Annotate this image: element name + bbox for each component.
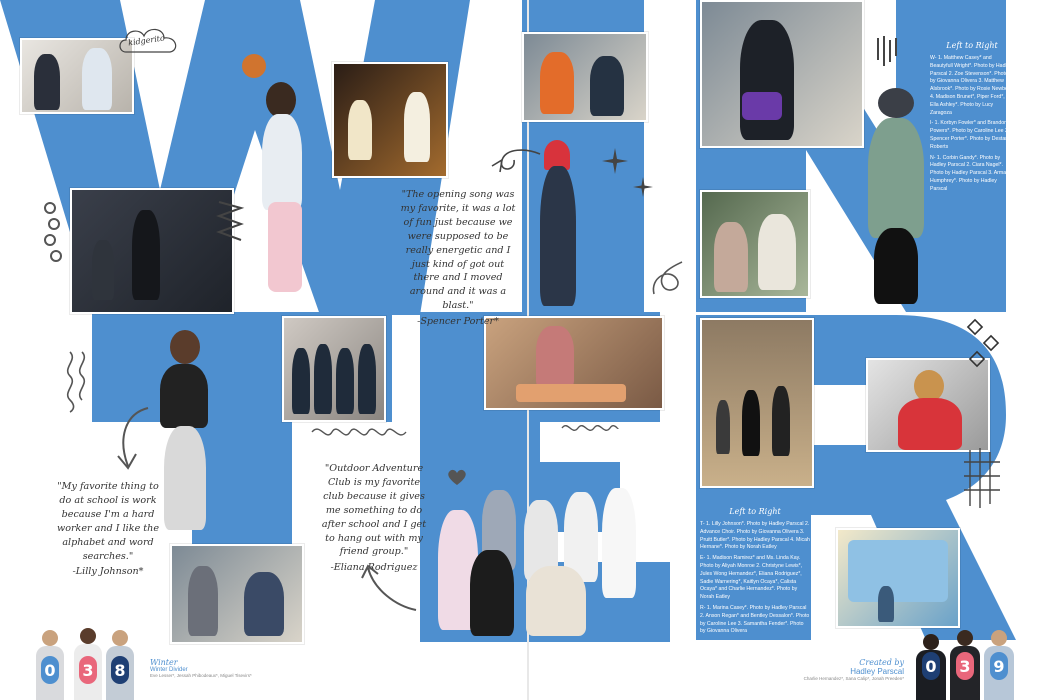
caption-i: I- 1. Korbyn Fowler* and Brandon Powers*. Photo by Caroline Lee 2. Spencer Porter*. Photo by Destan Roberts <box>930 120 1010 150</box>
photo-w-2 <box>240 52 322 302</box>
quote-eliana <box>318 462 430 575</box>
loop-line-icon <box>310 420 410 444</box>
diamond-pattern-icon <box>964 318 1004 374</box>
page-digit: 8 <box>111 656 129 684</box>
photo-w-3 <box>332 62 448 178</box>
quote-lilly-text: "My favorite thing to do at school is work because I'm a hard worker and I like the alphabet and word searches." <box>56 481 160 562</box>
swirl-icon <box>648 258 688 302</box>
photo-e-1 <box>484 316 664 410</box>
captions-ter <box>700 506 810 639</box>
cloud-sticker-text: kidgerito <box>127 33 166 48</box>
quote-lilly-author: -Lilly Johnson* <box>72 566 144 578</box>
page-digit: 0 <box>41 656 59 684</box>
photo-n-1 <box>700 0 864 148</box>
photo-n-2 <box>860 88 936 308</box>
footer-left-title: Winter <box>150 658 178 667</box>
caption-t: T- 1. Lilly Johnson*. Photo by Hadley Parscal 2. Advance Choir. Photo by Giovanna Olivera 3. Pruitt Butler*. Photo by Hadley Parscal 4. Micah Hernane*. Photo by Norah Eatley <box>700 521 810 551</box>
footer-right-title: Created by <box>859 658 904 667</box>
quote-spencer <box>400 188 516 329</box>
star-icon <box>600 146 630 176</box>
captions-ter-heading: Left to Right <box>729 507 781 516</box>
photo-r-1 <box>700 318 814 488</box>
captions-win <box>930 40 1014 197</box>
grid-scribble-icon <box>962 446 1002 510</box>
page-digit: 3 <box>79 656 97 684</box>
zigzag-icon <box>215 198 245 244</box>
page-digit: 0 <box>922 652 940 680</box>
quote-eliana-author: -Eliana Rodriguez <box>330 562 418 574</box>
caption-w: W- 1. Matthew Casey* and Beautyfull Wright*. Photo by Hadley Parscal 2. Zoe Stevenson*. Photo by Giovanna Olivera 3. Matthew Alsbrook*. Photo by Rosie Newberry 4. Madison Brunet*, Piper Ford*, Ella Ashley*. Photo by Lucy Zaragoza <box>930 55 1014 116</box>
footer-left-text <box>150 658 290 678</box>
photo-t-2 <box>282 316 386 422</box>
caption-e: E- 1. Madison Ramirez* and Ms. Linda Kay. Photo by Aliyah Monroe 2. Christyne Lewis*, Jules Wong Hernandez*, Eliana Rodriguez*, Sadie Warnering*, Kaitlyn Ocaya*, Calista Ocaya* and Charlie Hernandez*. Photo by Norah Eatley <box>700 555 803 601</box>
footer-right-names: Charlie Hernandez*, Sana Calip*, Jonah Preeden* <box>803 676 904 681</box>
page-digit: 9 <box>990 652 1008 680</box>
heart-icon <box>447 468 467 486</box>
photo-w-4 <box>70 188 234 314</box>
quote-lilly <box>52 480 164 579</box>
page-digit: 3 <box>956 652 974 680</box>
photo-t-3 <box>170 544 304 644</box>
curl-arrow-icon <box>486 146 542 178</box>
captions-win-heading: Left to Right <box>946 41 998 50</box>
sparkle-icon <box>632 176 654 198</box>
footer-right-subtitle: Hadley Parscal <box>850 667 904 676</box>
dash-lines-icon <box>874 34 900 70</box>
wave-line-icon <box>560 420 620 436</box>
wavy-lines-icon <box>64 350 92 414</box>
quote-eliana-text: "Outdoor Adventure Club is my favorite club because it gives me something to do after school and I get to hang out with my friend group." <box>321 463 427 558</box>
caption-n: N- 1. Corbin Gandy*. Photo by Hadley Parscal 2. Ciara Nagel*. Photo by Hadley Parscal 3. Armani Humphrey*. Photo by Hadley Parscal <box>930 154 1011 192</box>
quote-spencer-text: "The opening song was my favorite, it was a lot of fun just because we were supposed to be really energetic and I just kind of got out there and I moved around and it was a blast." <box>400 189 516 312</box>
photo-n-3 <box>700 190 810 298</box>
photo-i-1 <box>522 32 648 122</box>
caption-r: R- 1. Marina Casey*. Photo by Hadley Parscal 2. Anson Regan* and Bentley Dessalon*. Photo by Caroline Lee 3. Samantha Fender*. Photo by Giovanna Olivera <box>700 604 810 635</box>
quote-spencer-author: -Spencer Porter* <box>417 316 499 328</box>
footer-right-text <box>770 658 904 681</box>
scribble-icon <box>40 198 80 278</box>
curved-arrow-icon <box>108 404 152 474</box>
arrow-up-left-icon <box>360 560 420 616</box>
photo-r-3 <box>836 528 960 628</box>
footer-left-names: Eve Lesser*, Jessah Phibodeaux*, Miguel Tisevirs* <box>150 673 252 678</box>
photo-e-2 <box>430 470 640 640</box>
footer-left-subtitle: Winter Divider <box>150 667 188 673</box>
